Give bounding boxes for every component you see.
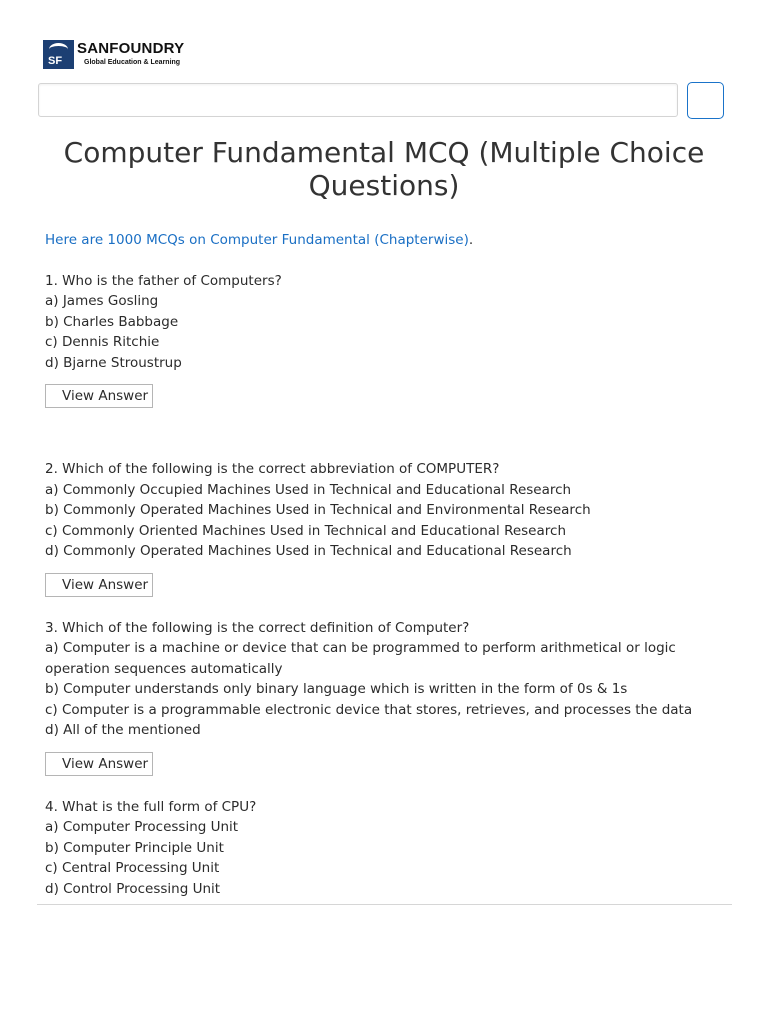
question-text: 3. Which of the following is the correct definition of Computer?	[45, 619, 470, 636]
page-bottom-blank	[0, 905, 768, 1024]
brand-tagline: Global Education & Learning	[84, 59, 181, 66]
brand-name: SANFOUNDRY	[77, 40, 185, 57]
answer-option: c) Dennis Ritchie	[45, 334, 160, 350]
question-text: 4. What is the full form of CPU?	[45, 798, 257, 815]
question-1	[45, 271, 735, 409]
answer-option: b) Commonly Operated Machines Used in Technical and Environmental Research	[45, 502, 591, 518]
answer-option: d) Control Processing Unit	[45, 880, 221, 897]
intro-suffix: .	[468, 232, 474, 248]
answer-option: a) James Gosling	[45, 293, 159, 309]
search-input[interactable]	[38, 83, 678, 117]
chapterwise-mcq-link[interactable]: Here are 1000 MCQs on Computer Fundamental (Chapterwise)	[45, 232, 469, 248]
answer-option: a) Computer is a machine or device that can be programmed to perform arithmetical or logic operation sequences automatically	[45, 640, 676, 677]
answer-option: d) All of the mentioned	[45, 722, 201, 738]
answer-option: a) Commonly Occupied Machines Used in Technical and Educational Research	[45, 481, 572, 498]
answer-option: d) Commonly Operated Machines Used in Technical and Educational Research	[45, 543, 572, 559]
question-2	[45, 459, 735, 597]
answer-option: d) Bjarne Stroustrup	[45, 354, 182, 371]
answer-option: a) Computer Processing Unit	[45, 819, 239, 835]
logo-mark-icon	[43, 40, 74, 69]
divider	[37, 904, 732, 905]
question-3	[45, 618, 735, 776]
view-answer-button[interactable]: View Answer	[45, 752, 153, 776]
answer-option: c) Computer is a programmable electronic device that stores, retrieves, and processes the data	[45, 701, 693, 718]
answer-option: c) Central Processing Unit	[45, 860, 220, 876]
answer-option: b) Charles Babbage	[45, 313, 179, 330]
main-content	[45, 230, 735, 934]
view-answer-button[interactable]: View Answer	[45, 384, 153, 408]
intro	[45, 230, 735, 251]
answer-option: c) Commonly Oriented Machines Used in Technical and Educational Research	[45, 522, 566, 539]
page-title: Computer Fundamental MCQ (Multiple Choice Questions)	[63, 136, 705, 202]
question-text: 1. Who is the father of Computers?	[45, 272, 282, 289]
question-text: 2. Which of the following is the correct abbreviation of COMPUTER?	[45, 461, 500, 477]
view-answer-button[interactable]: View Answer	[45, 573, 153, 597]
answer-option: b) Computer Principle Unit	[45, 839, 224, 856]
answer-option: b) Computer understands only binary language which is written in the form of 0s & 1s	[45, 681, 628, 697]
sanfoundry-logo[interactable]	[43, 40, 184, 69]
logo-mark-text: SF	[48, 55, 63, 67]
search-button[interactable]	[687, 82, 724, 119]
